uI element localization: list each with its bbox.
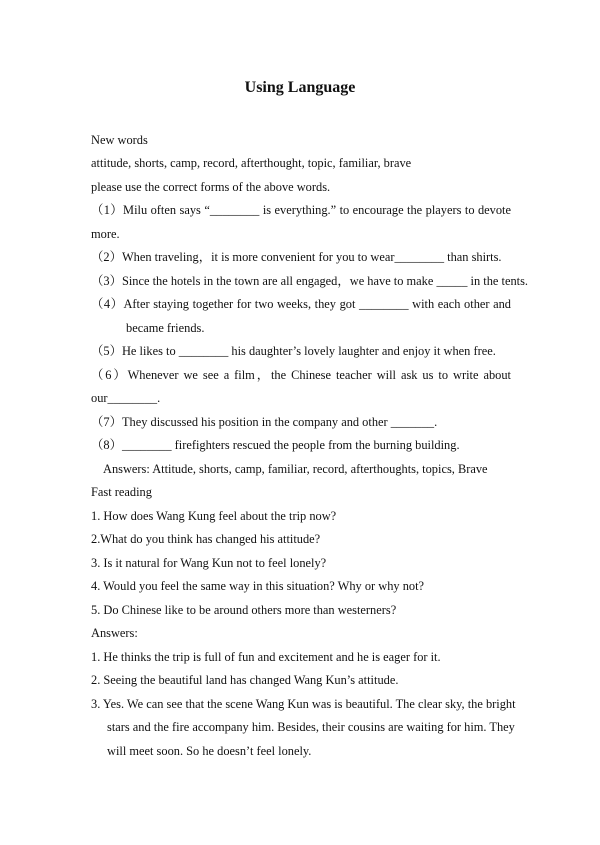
question-5: 5. Do Chinese like to be around others more than westerners? [91,603,397,617]
question-2: 2.What do you think has changed his attitude? [91,532,321,546]
question-3: 3. Is it natural for Wang Kun not to feel lonely? [91,556,327,570]
answer-3-cont-2: will meet soon. So he doesn’t feel lonely. [107,744,312,758]
exercise-item-6: （6）Whenever we see a film，the Chinese teacher will ask us to write about [91,368,511,382]
exercise-item-3: （3）Since the hotels in the town are all engaged，we have to make _____ in the tents. [91,274,528,288]
exercise-answers: Answers: Attitude, shorts, camp, familiar, record, afterthoughts, topics, Brave [103,462,488,476]
exercise-item-4-cont: became friends. [126,321,205,335]
answer-1: 1. He thinks the trip is full of fun and excitement and he is eager for it. [91,650,441,664]
question-4: 4. Would you feel the same way in this situation? Why or why not? [91,579,425,593]
page-title: Using Language [244,79,356,96]
exercise-item-7: （7）They discussed his position in the company and other _______. [91,415,438,429]
answer-2: 2. Seeing the beautiful land has changed Wang Kun’s attitude. [91,673,399,687]
word-list: attitude, shorts, camp, record, afterthought, topic, familiar, brave [91,156,412,170]
answer-3-cont: stars and the fire accompany him. Besides, their cousins are waiting for him. They [107,720,515,734]
new-words-heading: New words [91,133,148,147]
exercise-item-2: （2）When traveling，it is more convenient for you to wear________ than shirts. [91,250,502,264]
fast-reading-heading: Fast reading [91,485,152,499]
answer-3: 3. Yes. We can see that the scene Wang Kun was is beautiful. The clear sky, the bright [91,697,516,711]
exercise-item-1-cont: more. [91,227,120,241]
exercise-item-5: （5）He likes to ________ his daughter’s lovely laughter and enjoy it when free. [91,344,496,358]
exercise-item-6-cont: our________. [91,391,161,405]
exercise-item-1: （1）Milu often says “________ is everything.” to encourage the players to devote [91,203,511,217]
instruction: please use the correct forms of the above words. [91,180,331,194]
exercise-item-8: （8）________ firefighters rescued the people from the burning building. [91,438,460,452]
exercise-item-4: （4）After staying together for two weeks, they got ________ with each other and [91,297,511,311]
question-1: 1. How does Wang Kung feel about the trip now? [91,509,337,523]
answers-heading: Answers: [91,626,138,640]
